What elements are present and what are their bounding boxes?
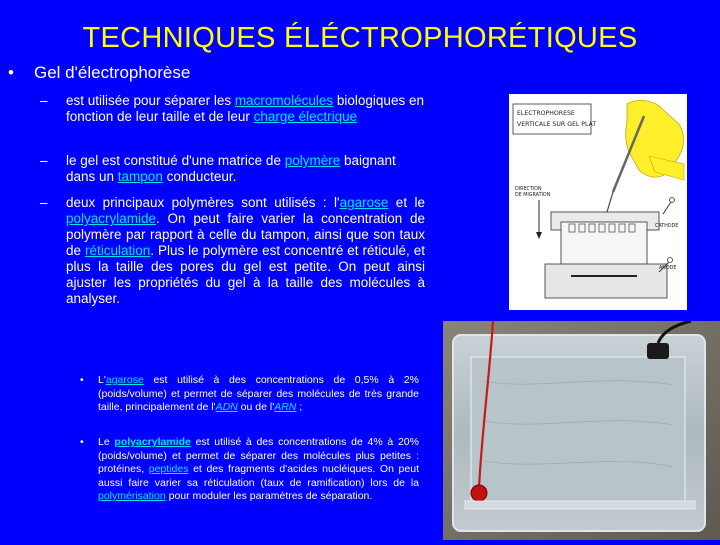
diagram-header-1: ELECTROPHORESE [517, 110, 575, 117]
dash-marker: – [40, 195, 48, 210]
gel-tank-photo-svg [443, 321, 720, 540]
link-polyacrylamide[interactable]: polyacrylamide [66, 211, 157, 226]
label-anode: ANODE [659, 266, 677, 271]
link-arn[interactable]: ARN [274, 401, 297, 413]
label-direction-2: DE MIGRATION [515, 193, 551, 198]
gel-tank-photo [443, 321, 720, 540]
text: ; [296, 401, 303, 413]
black-electrode [647, 343, 669, 359]
text: deux principaux polymères sont utilisés : l' [66, 195, 340, 210]
text: Le [98, 436, 115, 448]
gel-tray [471, 357, 685, 507]
slide-title: TECHNIQUES ÉLÉCTROPHORÉTIQUES [82, 22, 638, 54]
diagram-header-2: VERTICALE SUR GEL PLAT [517, 121, 597, 128]
bullet-dot: • [80, 374, 84, 386]
electrophoresis-diagram [509, 94, 687, 310]
red-electrode [471, 485, 487, 501]
bullet-dot: • [80, 436, 84, 448]
text: le gel est constitué d'une matrice de [66, 153, 285, 168]
text: conducteur. [162, 169, 237, 184]
text: est utilisée pour séparer les [66, 93, 235, 108]
text: . Plus le polymère est concentré et réticulé, et plus la taille des pores du gel est petite. On peut ainsi ajuster les propriétés du gel à la taille des molécules à analyser. [66, 243, 425, 306]
link-polyacrylamide-sub[interactable]: polyacrylamide [114, 436, 191, 448]
main-bullet-text: Gel d'électrophorèse [34, 63, 191, 82]
text: . On peut faire varier la concentration de polymère par rapport à celle du tampon, ainsi que son taux de [66, 211, 425, 258]
dash-marker: – [40, 93, 48, 108]
link-polymerisation[interactable]: polymérisation [98, 490, 166, 502]
list-item-gel [40, 153, 425, 185]
link-agarose[interactable]: agarose [339, 195, 389, 210]
link-adn[interactable]: ADN [215, 401, 238, 413]
link-tampon[interactable]: tampon [117, 169, 163, 184]
text: est utilisé à des concentrations de 0,5% à 2% (poids/volume) et permet de séparer des molécules de très grande taille, principalement de l' [98, 374, 419, 413]
text: et des fragments d'acides nucléiques. On peut aussi faire varier sa réticulation (taux de ramification) lors de la [98, 463, 419, 489]
link-polymere[interactable]: polymère [284, 153, 341, 168]
link-agarose-sub[interactable]: agarose [105, 374, 144, 386]
text: L' [98, 374, 106, 386]
list-item-usage [40, 93, 425, 125]
text: et le [388, 195, 425, 210]
link-macromolecules[interactable]: macromolécules [234, 93, 334, 108]
dash-marker: – [40, 153, 48, 168]
text: baignant dans un [66, 153, 396, 184]
label-cathode: CATHODE [655, 224, 679, 229]
text: biologiques en fonction de leur taille et de leur [66, 93, 424, 124]
link-charge-electrique[interactable]: charge électrique [253, 109, 358, 124]
link-reticulation[interactable]: réticulation [84, 243, 151, 258]
label-direction-1: DIRECTION [515, 187, 542, 192]
text: ou de l' [237, 401, 275, 413]
sub-item-polyacrylamide [80, 436, 419, 504]
electrophoresis-diagram-svg [509, 94, 687, 310]
list-item-polymers [40, 195, 425, 307]
bullet-dot: • [8, 63, 14, 82]
lower-buffer-tank [545, 264, 667, 298]
link-peptides[interactable]: peptides [148, 463, 189, 475]
main-bullet [8, 63, 190, 83]
sub-item-agarose [80, 374, 419, 415]
text: pour moduler les paramètres de séparation. [165, 490, 373, 502]
text: est utilisé à des concentrations de 4% à 20% (poids/volume) et permet de séparer des molécules plus petites : protéines, [98, 436, 419, 475]
